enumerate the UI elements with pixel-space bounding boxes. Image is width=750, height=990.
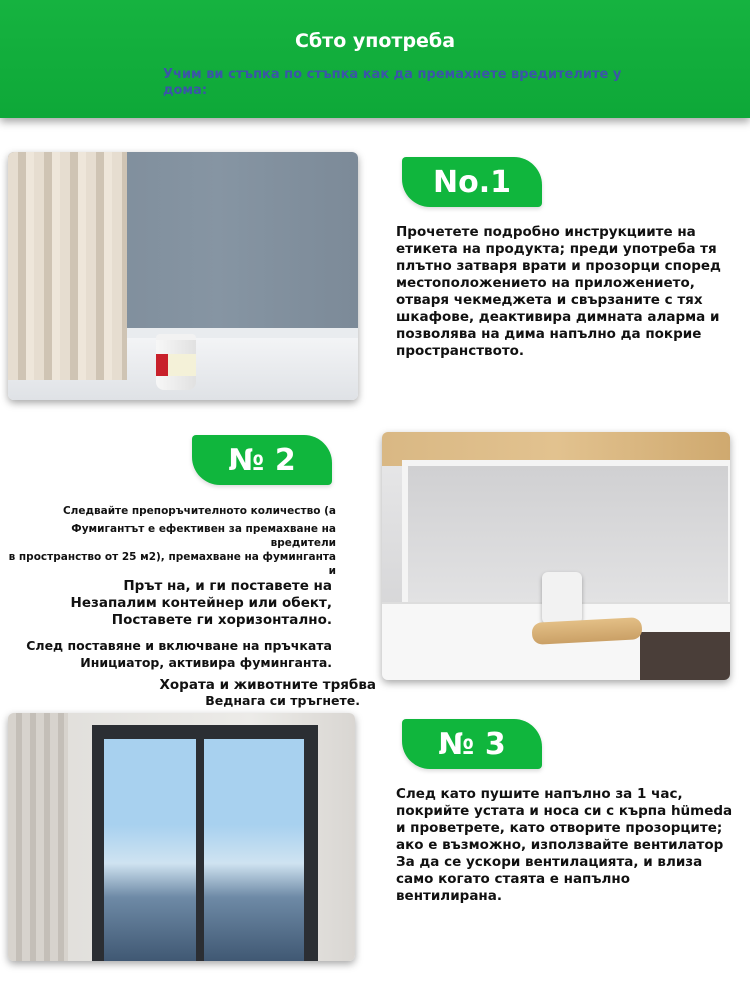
fumigant-jar-image (156, 334, 196, 390)
step-1-badge: No.1 (402, 157, 542, 207)
page-title: Сбто употреба (294, 30, 456, 52)
drawer-photo (382, 432, 730, 680)
header-banner (0, 0, 750, 118)
step-2-badge: № 2 (192, 435, 332, 485)
page-subtitle: Учим ви стъпка по стъпка как да премахнете вредителите у дома: (163, 67, 622, 98)
step-3-badge: № 3 (402, 719, 542, 769)
fumigant-device-image (542, 572, 582, 624)
step-1-text: Прочетете подробно инструкциите на етикета на продукта; преди употреба тя плътно затваря врати и прозорци според местоположението на приложението, отваря чекмеджета и свързаните с тях шкафове, деактивира димната аларма и позволява на дима напълно да покрие пространството. (396, 224, 721, 359)
room-curtain-photo (8, 152, 358, 400)
step-2-text: Следвайте препоръчителното количество (а Фумигантът е ефективен за премахване на вредители в пространство от 25 м2), премахване на фуминганта и Прът на, и ги поставете на Незапалим контейнер или обект, Поставете ги хоризонтално. След поставяне и включване на пръчката Инициатор, активира фуминганта. Хората и животните трябва Веднага си тръгнете. (8, 505, 376, 708)
step-3-text: След като пушите напълно за 1 час, покрийте устата и носа си с кърпа hümeda и проветрете, като отворите прозорците; ако е възможно, използвайте вентилатор За да се ускори вентилацията, и влиза само когато стаята е напълно вентилирана. (396, 786, 733, 904)
window-photo (8, 713, 355, 961)
